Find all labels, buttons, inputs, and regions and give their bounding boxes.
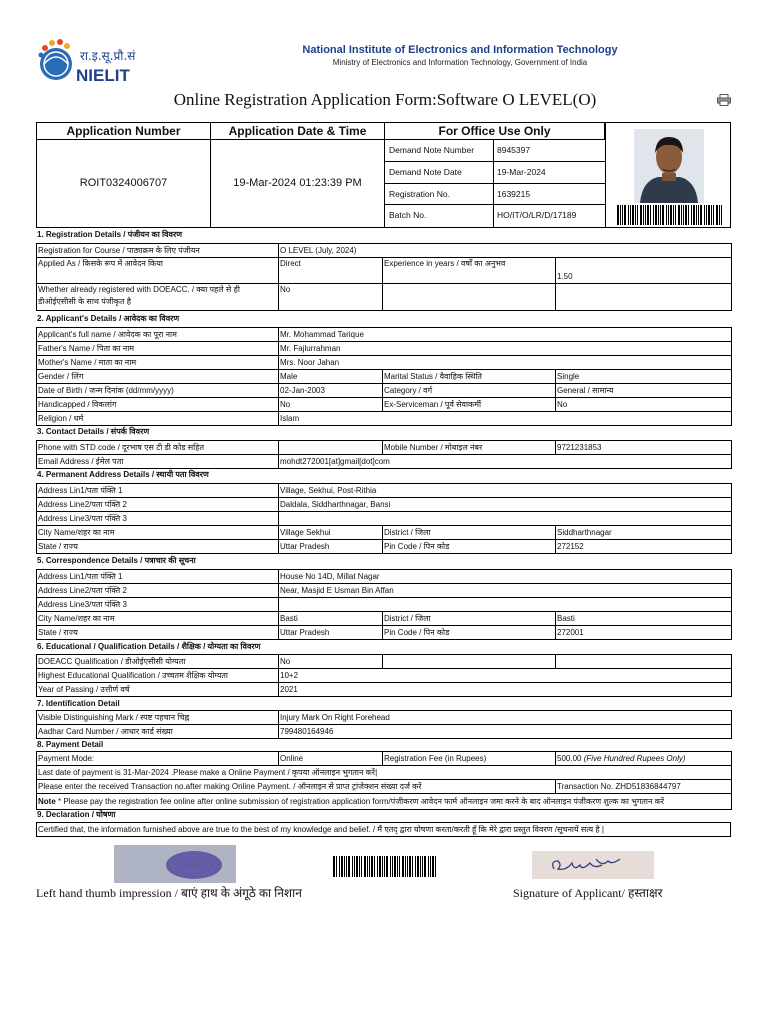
table-cell: 272001	[556, 626, 732, 640]
office-row-demand-note-number: Demand Note Number 8945397	[385, 140, 605, 162]
table-cell: 500.00 (Five Hundred Rupees Only)	[556, 752, 732, 766]
table-row	[37, 598, 732, 612]
field-label: Experience in years / वर्षों का अनुभव	[383, 258, 556, 284]
table-cell: 02-Jan-2003	[279, 384, 383, 398]
table-cell: Marital Status / वैवाहिक स्थिति	[383, 370, 556, 384]
table-cell: DOEACC Qualification / डीओईएसीसी योग्यता	[37, 655, 279, 669]
thumb-impression-label: Left hand thumb impression / बाएं हाथ के अंगूठे का निशान	[36, 886, 302, 900]
table-cell: Applicant's full name / आवेदक का पूरा नाम	[37, 328, 279, 342]
thumb-impression-image	[114, 845, 236, 883]
table-cell: Phone with STD code / दूरभाष एस टी डी कोड सहित	[37, 441, 279, 455]
table-cell: Mobile Number / मोबाइल नंबर	[383, 441, 556, 455]
barcode-image	[616, 205, 724, 225]
table-cell: Islam	[279, 412, 732, 426]
section-contact-title: 3. Contact Details / संपर्क विवरण	[37, 427, 150, 436]
table-cell: Registration Fee (in Rupees)	[383, 752, 556, 766]
table-cell: Email Address / ईमेल पता	[37, 455, 279, 469]
table-cell: Payment Mode:	[37, 752, 279, 766]
table-row	[37, 498, 732, 512]
table-cell	[556, 284, 732, 311]
table-cell	[279, 512, 732, 526]
table-cell: 272152	[556, 540, 732, 554]
table-row	[37, 626, 732, 640]
table-cell	[556, 655, 732, 669]
table-cell: 2021	[279, 683, 732, 697]
barcode-image	[332, 856, 438, 877]
section-permanent-address-title: 4. Permanent Address Details / स्थायी पता विवरण	[37, 470, 209, 479]
form-title: Online Registration Application Form:Software O LEVEL(O)	[173, 90, 597, 109]
nielit-logo	[36, 36, 166, 88]
table-cell: State / राज्य	[37, 540, 279, 554]
signature-image	[532, 851, 654, 879]
table-row	[37, 412, 732, 426]
table-row	[37, 512, 732, 526]
table-cell: Last date of payment is 31-Mar-2024 .Please make a Online Payment / कृपया ऑनलाइन भुगतान करें|	[37, 766, 732, 780]
header-office-use: For Office Use Only	[385, 123, 605, 140]
table-cell: Visible Distinguishing Mark / स्पष्ट पहचान चिह्न	[37, 711, 279, 725]
field-value: 1.50	[556, 258, 732, 284]
table-cell: Mr. Mohammad Tarique	[279, 328, 732, 342]
table-row	[37, 328, 732, 342]
table-row	[37, 342, 732, 356]
table-cell: Father's Name / पिता का नाम	[37, 342, 279, 356]
table-cell: Please enter the received Transaction no.after making Online Payment. / ऑनलाइन से प्राप्त ट्रांजेक्शन संख्या दर्ज करें	[37, 780, 556, 794]
table-cell: Transaction No. ZHD51836844797	[556, 780, 732, 794]
field-label: Whether already registered with DOEACC. / क्या पहले से ही डीओईएसीसी के साथ पंजीकृत है	[37, 284, 279, 311]
table-row	[37, 258, 732, 284]
table-cell: Uttar Pradesh	[279, 540, 383, 554]
registration-details-table	[36, 243, 732, 311]
table-row	[37, 780, 732, 794]
correspondence-address-table	[36, 569, 732, 640]
table-cell: Ex-Serviceman / पूर्व सेवाकर्मी	[383, 398, 556, 412]
table-cell: Year of Passing / उत्तीर्ण वर्ष	[37, 683, 279, 697]
office-row-batch-no: Batch No. HO/IT/O/LR/D/17189	[385, 205, 605, 227]
field-label: Registration for Course / पाठ्यक्रम के लिए पंजीयन	[37, 244, 279, 258]
table-cell: 10+2	[279, 669, 732, 683]
table-cell: Basti	[279, 612, 383, 626]
table-cell: District / जिला	[383, 612, 556, 626]
printer-icon[interactable]	[717, 94, 731, 106]
signature-label: Signature of Applicant/ हस्ताक्षर	[513, 886, 663, 900]
table-cell	[383, 655, 556, 669]
section-registration-title: 1. Registration Details / पंजीयन का विवरण	[37, 230, 183, 239]
office-row-demand-note-date: Demand Note Date 19-Mar-2024	[385, 162, 605, 184]
table-cell: No	[279, 398, 383, 412]
table-cell: Category / वर्ग	[383, 384, 556, 398]
table-cell: Mr. Fajlurrahman	[279, 342, 732, 356]
table-row	[37, 711, 732, 725]
table-cell: Pin Code / पिन कोड	[383, 540, 556, 554]
table-row	[37, 823, 731, 837]
table-cell: 799480164946	[279, 725, 732, 739]
table-cell: mohdt272001[at]gmail[dot]com	[279, 455, 732, 469]
table-cell: Address Lin1/पता पंक्ति 1	[37, 570, 279, 584]
table-cell: Address Line3/पता पंक्ति 3	[37, 598, 279, 612]
table-cell: Religion / धर्म	[37, 412, 279, 426]
table-row	[37, 441, 732, 455]
table-cell: Village, Sekhui, Post-Rithia	[279, 484, 732, 498]
table-cell: No	[556, 398, 732, 412]
table-cell: Date of Birth / जन्म दिनांक (dd/mm/yyyy)	[37, 384, 279, 398]
declaration-text: Certified that, the information furnished above are true to the best of my knowledge and belief. / मैं एतद् द्वारा घोषणा करता/करती हूँ कि मेरे द्वारा प्रस्तुत विवरण /सूचनायें सत्य है |	[37, 823, 731, 837]
table-cell: Handicapped / विकलांग	[37, 398, 279, 412]
table-row	[37, 455, 732, 469]
table-cell: City Name/शहर का नाम	[37, 526, 279, 540]
table-row	[37, 384, 732, 398]
table-row	[37, 526, 732, 540]
table-cell	[279, 441, 383, 455]
table-row	[37, 584, 732, 598]
field-value: O LEVEL (July, 2024)	[279, 244, 732, 258]
table-cell: Mother's Name / माता का नाम	[37, 356, 279, 370]
applicant-details-table	[36, 327, 732, 426]
section-declaration-title: 9. Declaration / घोषणा	[37, 810, 116, 819]
field-value: Direct	[279, 258, 383, 284]
table-cell: Injury Mark On Right Forehead	[279, 711, 732, 725]
section-education-title: 6. Educational / Qualification Details / शैक्षिक / योग्यता का विवरण	[37, 642, 261, 651]
permanent-address-table	[36, 483, 732, 554]
table-cell: Aadhar Card Number / आधार कार्ड संख्या	[37, 725, 279, 739]
table-cell: Highest Educational Qualification / उच्चतम शैक्षिक योग्यता	[37, 669, 279, 683]
table-row	[37, 398, 732, 412]
institute-name: National Institute of Electronics and Information Technology	[302, 44, 618, 56]
table-cell: General / सामान्य	[556, 384, 732, 398]
table-cell: Mrs. Noor Jahan	[279, 356, 732, 370]
table-cell: Daldala, Siddharthnagar, Bansi	[279, 498, 732, 512]
table-row	[37, 244, 732, 258]
header-application-date: Application Date & Time	[211, 123, 385, 140]
table-cell: Address Line2/पता पंक्ति 2	[37, 498, 279, 512]
table-cell: District / जिला	[383, 526, 556, 540]
table-cell: Village Sekhui	[279, 526, 383, 540]
table-cell: No	[279, 655, 383, 669]
table-row	[37, 725, 732, 739]
section-correspondence-title: 5. Correspondence Details / पत्राचार की सूचना	[37, 556, 196, 565]
table-row	[37, 752, 732, 766]
table-cell: Basti	[556, 612, 732, 626]
application-number-value: ROIT0324006707	[37, 140, 211, 227]
table-cell: Online	[279, 752, 383, 766]
logo-english-text: NIELIT	[76, 66, 130, 85]
application-summary-table	[36, 122, 731, 228]
table-row	[37, 612, 732, 626]
contact-details-table	[36, 440, 732, 469]
table-row	[37, 484, 732, 498]
table-cell: Siddharthnagar	[556, 526, 732, 540]
section-identification-title: 7. Identification Detail	[37, 699, 120, 708]
table-cell: Gender / लिंग	[37, 370, 279, 384]
table-cell: Pin Code / पिन कोड	[383, 626, 556, 640]
ministry-name: Ministry of Electronics and Information Technology, Government of India	[332, 58, 588, 67]
table-row	[37, 683, 732, 697]
field-label: Applied As / किसके रूप में आवेदन किया	[37, 258, 279, 284]
table-cell	[279, 598, 732, 612]
table-row	[37, 370, 732, 384]
table-row	[37, 284, 732, 311]
education-details-table	[36, 654, 732, 697]
table-cell: Address Line3/पता पंक्ति 3	[37, 512, 279, 526]
table-row	[37, 655, 732, 669]
table-cell: Near, Masjid E Usman Bin Affan	[279, 584, 732, 598]
table-cell: City Name/शहर का नाम	[37, 612, 279, 626]
table-cell: House No 14D, Millat Nagar	[279, 570, 732, 584]
header-application-number: Application Number	[37, 123, 211, 140]
table-row	[37, 540, 732, 554]
declaration-table	[36, 822, 731, 837]
table-cell: Address Line2/पता पंक्ति 2	[37, 584, 279, 598]
applicant-photo	[634, 129, 704, 203]
office-row-registration-no: Registration No. 1639215	[385, 184, 605, 206]
table-cell: 9721231853	[556, 441, 732, 455]
table-cell: Note * Please pay the registration fee online after online submission of registration application form/पंजीकरण आवेदन फार्म ऑनलाइन जमा करने के बाद ऑनलाइन पंजीकरण शुल्क का भुगतान करें	[37, 794, 732, 810]
table-cell	[383, 284, 556, 311]
table-cell: Male	[279, 370, 383, 384]
application-datetime-value: 19-Mar-2024 01:23:39 PM	[211, 140, 385, 227]
field-value: No	[279, 284, 383, 311]
table-cell: Single	[556, 370, 732, 384]
section-payment-title: 8. Payment Detail	[37, 740, 104, 749]
table-row	[37, 669, 732, 683]
table-cell: State / राज्य	[37, 626, 279, 640]
table-row	[37, 570, 732, 584]
table-row	[37, 356, 732, 370]
table-row	[37, 766, 732, 780]
table-cell: Uttar Pradesh	[279, 626, 383, 640]
identification-table	[36, 710, 732, 739]
section-applicant-title: 2. Applicant's Details / आवेदक का विवरण	[37, 314, 180, 323]
payment-details-table	[36, 751, 732, 810]
table-cell: Address Lin1/पता पंक्ति 1	[37, 484, 279, 498]
logo-hindi-text: रा.इ.सू.प्रौ.सं	[80, 49, 136, 63]
